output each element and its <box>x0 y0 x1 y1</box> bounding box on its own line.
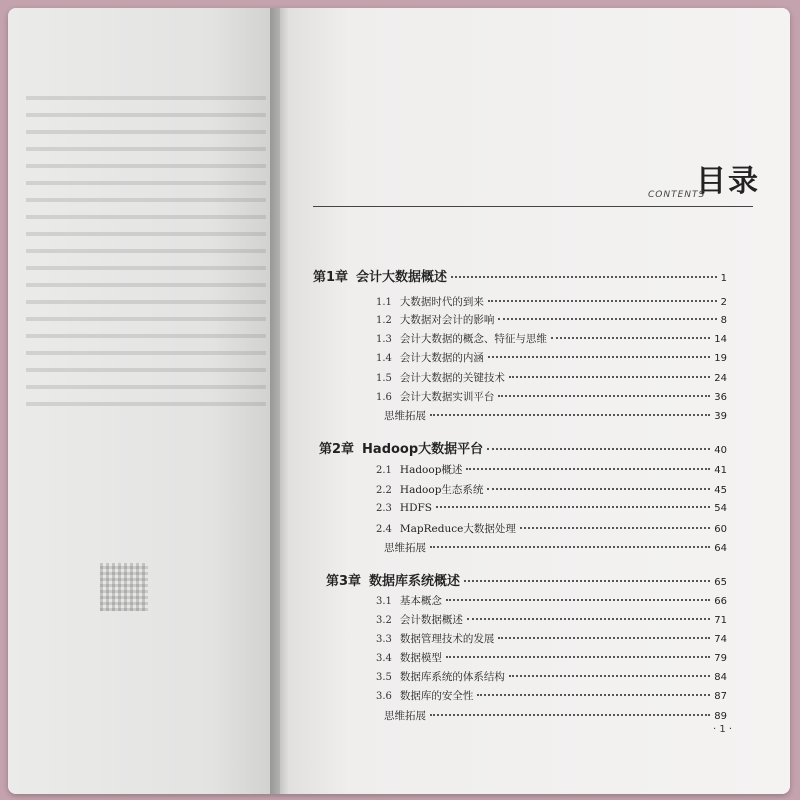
toc-entry-number: 第3章 <box>326 574 362 589</box>
dot-leader <box>430 413 710 416</box>
toc-entry-number: 3.2 <box>376 615 392 626</box>
toc-section-entry <box>376 331 727 346</box>
toc-entry-title: HDFS <box>399 502 432 514</box>
toc-entry-title: 会计大数据的概念、特征与思维 <box>399 333 547 345</box>
toc-entry-title: 会计大数据的内涵 <box>399 352 484 364</box>
toc-section-entry <box>376 593 727 608</box>
toc-entry-title: 数据库系统概述 <box>369 574 461 589</box>
dot-leader <box>488 355 710 358</box>
toc-entry-page: 66 <box>714 596 727 607</box>
toc-chapter-entry <box>326 570 727 589</box>
toc-entry-number: 3.3 <box>376 634 392 645</box>
toc-entry-number: 1.3 <box>376 334 392 345</box>
dot-leader <box>509 674 710 677</box>
dot-leader <box>446 655 710 658</box>
toc-entry-number: 2.3 <box>376 503 392 514</box>
dot-leader <box>498 636 710 639</box>
toc-section-entry <box>376 502 727 514</box>
qr-code-image <box>100 563 148 611</box>
dot-leader <box>430 545 710 548</box>
dot-leader <box>488 299 717 302</box>
toc-entry-title: 思维拓展 <box>384 542 426 554</box>
toc-entry-title: 数据管理技术的发展 <box>399 633 495 645</box>
toc-section-entry <box>376 389 727 404</box>
toc-entry-page: 79 <box>714 653 727 664</box>
toc-entry-number: 3.5 <box>376 672 392 683</box>
toc-section-entry <box>376 462 727 477</box>
toc-title: 目录 <box>696 164 760 199</box>
toc-section-entry <box>376 540 727 555</box>
toc-entry-title: 大数据对会计的影响 <box>399 314 495 326</box>
toc-entry-title: MapReduce大数据处理 <box>399 523 516 535</box>
toc-entry-number: 3.1 <box>376 596 392 607</box>
toc-section-entry <box>376 482 727 497</box>
toc-entry-title: 会计大数据概述 <box>356 270 448 285</box>
toc-entry-page: 19 <box>714 353 727 364</box>
toc-entry-page: 40 <box>714 445 727 456</box>
toc-entry-title: Hadoop生态系统 <box>399 484 484 496</box>
toc-entry-page: 74 <box>714 634 727 645</box>
toc-entry-title: 数据模型 <box>399 652 442 664</box>
toc-entry-page: 84 <box>714 672 727 683</box>
toc-entry-number: 3.6 <box>376 691 392 702</box>
toc-section-entry <box>376 294 727 309</box>
dot-leader <box>551 336 710 339</box>
dot-leader <box>467 617 710 620</box>
toc-entry-page: 14 <box>714 334 727 345</box>
toc-entry-number: 2.4 <box>376 524 392 535</box>
dot-leader <box>446 598 710 601</box>
toc-entry-page: 45 <box>714 485 727 496</box>
toc-section-entry <box>376 408 727 423</box>
toc-entry-page: 87 <box>714 691 727 702</box>
left-page <box>8 8 280 794</box>
toc-entry-page: 89 <box>714 711 727 722</box>
toc-entry-title: Hadoop大数据平台 <box>362 442 484 457</box>
toc-entry-number: 1.6 <box>376 392 392 403</box>
dot-leader <box>430 713 710 716</box>
dot-leader <box>451 275 717 278</box>
toc-entry-page: 60 <box>714 524 727 535</box>
toc-entry-title: 基本概念 <box>399 595 442 607</box>
toc-entry-page: 54 <box>714 503 727 514</box>
toc-entry-page: 39 <box>714 411 727 422</box>
toc-entry-page: 71 <box>714 615 727 626</box>
dot-leader <box>509 375 710 378</box>
toc-section-entry <box>376 650 727 665</box>
toc-entry-page: 2 <box>720 297 727 308</box>
toc-entry-number: 1.5 <box>376 373 392 384</box>
toc-section-entry <box>376 370 727 385</box>
dot-leader <box>487 487 710 490</box>
dot-leader <box>498 394 710 397</box>
toc-entry-number: 1.1 <box>376 297 392 308</box>
toc-chapter-entry <box>313 266 727 285</box>
toc-entry-number: 1.4 <box>376 353 392 364</box>
toc-entry-page: 1 <box>720 273 727 284</box>
toc-divider <box>313 206 753 207</box>
toc-entry-title: 思维拓展 <box>384 710 426 722</box>
toc-entry-title: 数据库的安全性 <box>399 690 474 702</box>
toc-entry-title: 思维拓展 <box>384 410 426 422</box>
dot-leader <box>477 693 710 696</box>
toc-entry-page: 8 <box>720 315 727 326</box>
dot-leader <box>498 317 716 320</box>
open-book <box>8 8 790 794</box>
dot-leader <box>464 579 710 582</box>
toc-entry-page: 64 <box>714 543 727 554</box>
toc-entry-page: 24 <box>714 373 727 384</box>
dot-leader <box>466 467 710 470</box>
toc-entry-number: 3.4 <box>376 653 392 664</box>
toc-entry-title: 大数据时代的到来 <box>399 296 484 308</box>
toc-entry-title: 数据库系统的体系结构 <box>399 671 505 683</box>
toc-entry-number: 2.1 <box>376 465 392 476</box>
toc-section-entry <box>376 612 727 627</box>
toc-section-entry <box>376 688 727 703</box>
toc-entry-title: Hadoop概述 <box>399 464 463 476</box>
toc-section-entry <box>376 521 727 536</box>
left-page-faded-text <box>26 83 266 413</box>
toc-chapter-entry <box>319 438 727 457</box>
toc-section-entry <box>376 708 727 723</box>
toc-entry-number: 第1章 <box>313 270 349 285</box>
toc-entry-title: 会计大数据的关键技术 <box>399 372 505 384</box>
toc-section-entry <box>376 350 727 365</box>
toc-entry-number: 2.2 <box>376 485 392 496</box>
toc-section-entry <box>376 312 727 327</box>
toc-entry-number: 第2章 <box>319 442 355 457</box>
toc-entry-page: 36 <box>714 392 727 403</box>
toc-subtitle: CONTENTS <box>648 190 706 200</box>
toc-entry-page: 65 <box>714 577 727 588</box>
page-number: · 1 · <box>713 724 733 735</box>
toc-section-entry <box>376 669 727 684</box>
dot-leader <box>436 505 710 508</box>
dot-leader <box>520 526 710 529</box>
toc-entry-page: 41 <box>714 465 727 476</box>
toc-entry-title: 会计大数据实训平台 <box>399 391 495 403</box>
dot-leader <box>487 447 710 450</box>
toc-section-entry <box>376 631 727 646</box>
toc-entry-number: 1.2 <box>376 315 392 326</box>
toc-entry-title: 会计数据概述 <box>399 614 463 626</box>
